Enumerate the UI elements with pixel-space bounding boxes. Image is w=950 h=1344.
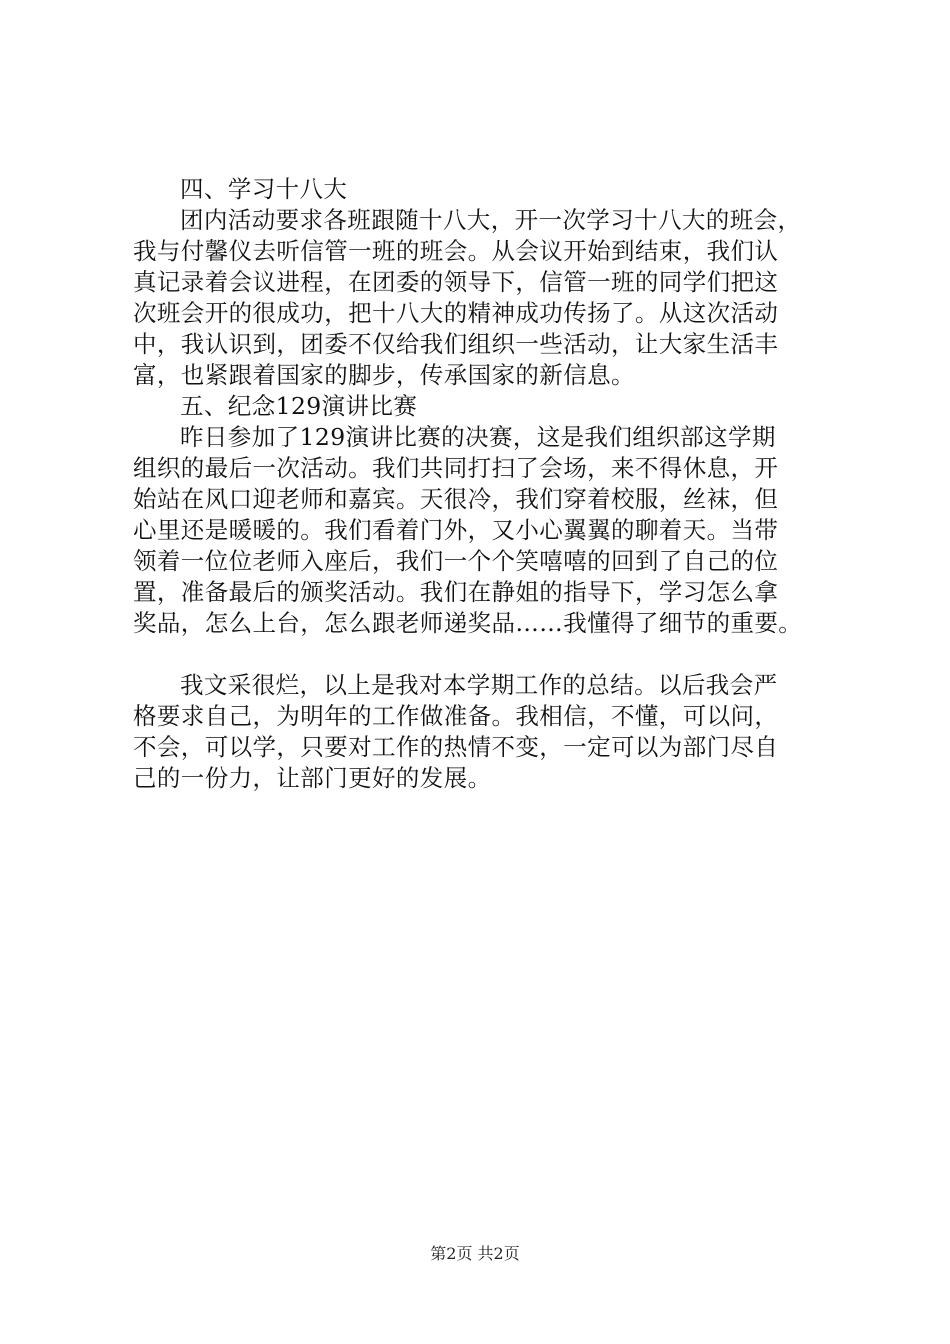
paragraph-line: 心里还是暖暖的。我们看着门外，又小心翼翼的聊着天。当带	[133, 516, 779, 544]
paragraph-line: 领着一位位老师入座后，我们一个个笑嘻嘻的回到了自己的位	[133, 547, 779, 575]
paragraph-line: 富，也紧跟着国家的脚步，传承国家的新信息。	[133, 361, 635, 389]
section-heading: 四、学习十八大	[180, 175, 348, 203]
paragraph-line: 己的一份力，让部门更好的发展。	[133, 764, 492, 792]
paragraph-line: 团内活动要求各班跟随十八大，开一次学习十八大的班会，	[180, 206, 802, 234]
paragraph-line: 奖品，怎么上台，怎么跟老师递奖品……我懂得了细节的重要。	[133, 609, 803, 637]
paragraph-line: 次班会开的很成功，把十八大的精神成功传扬了。从这次活动	[133, 299, 779, 327]
paragraph-line: 置，准备最后的颁奖活动。我们在静姐的指导下，学习怎么拿	[133, 578, 779, 606]
paragraph-line: 组织的最后一次活动。我们共同打扫了会场，来不得休息，开	[133, 454, 779, 482]
paragraph-line: 真记录着会议进程，在团委的领导下，信管一班的同学们把这	[133, 268, 779, 296]
page-number: 第2页 共2页	[430, 1244, 520, 1263]
paragraph-line: 中，我认识到，团委不仅给我们组织一些活动，让大家生活丰	[133, 330, 779, 358]
document-body	[133, 174, 853, 794]
paragraph-line: 昨日参加了129演讲比赛的决赛，这是我们组织部这学期	[180, 423, 776, 451]
paragraph-line: 始站在风口迎老师和嘉宾。天很冷，我们穿着校服，丝袜，但	[133, 485, 779, 513]
paragraph-line: 不会，可以学，只要对工作的热情不变，一定可以为部门尽自	[133, 733, 779, 761]
paragraph-line: 我文采很烂，以上是我对本学期工作的总结。以后我会严	[180, 671, 778, 699]
paragraph-spacer	[133, 639, 853, 670]
paragraph-line: 我与付馨仪去听信管一班的班会。从会议开始到结束，我们认	[133, 237, 779, 265]
section-heading: 五、纪念129演讲比赛	[180, 392, 418, 420]
paragraph-line: 格要求自己，为明年的工作做准备。我相信，不懂，可以问，	[133, 702, 779, 730]
